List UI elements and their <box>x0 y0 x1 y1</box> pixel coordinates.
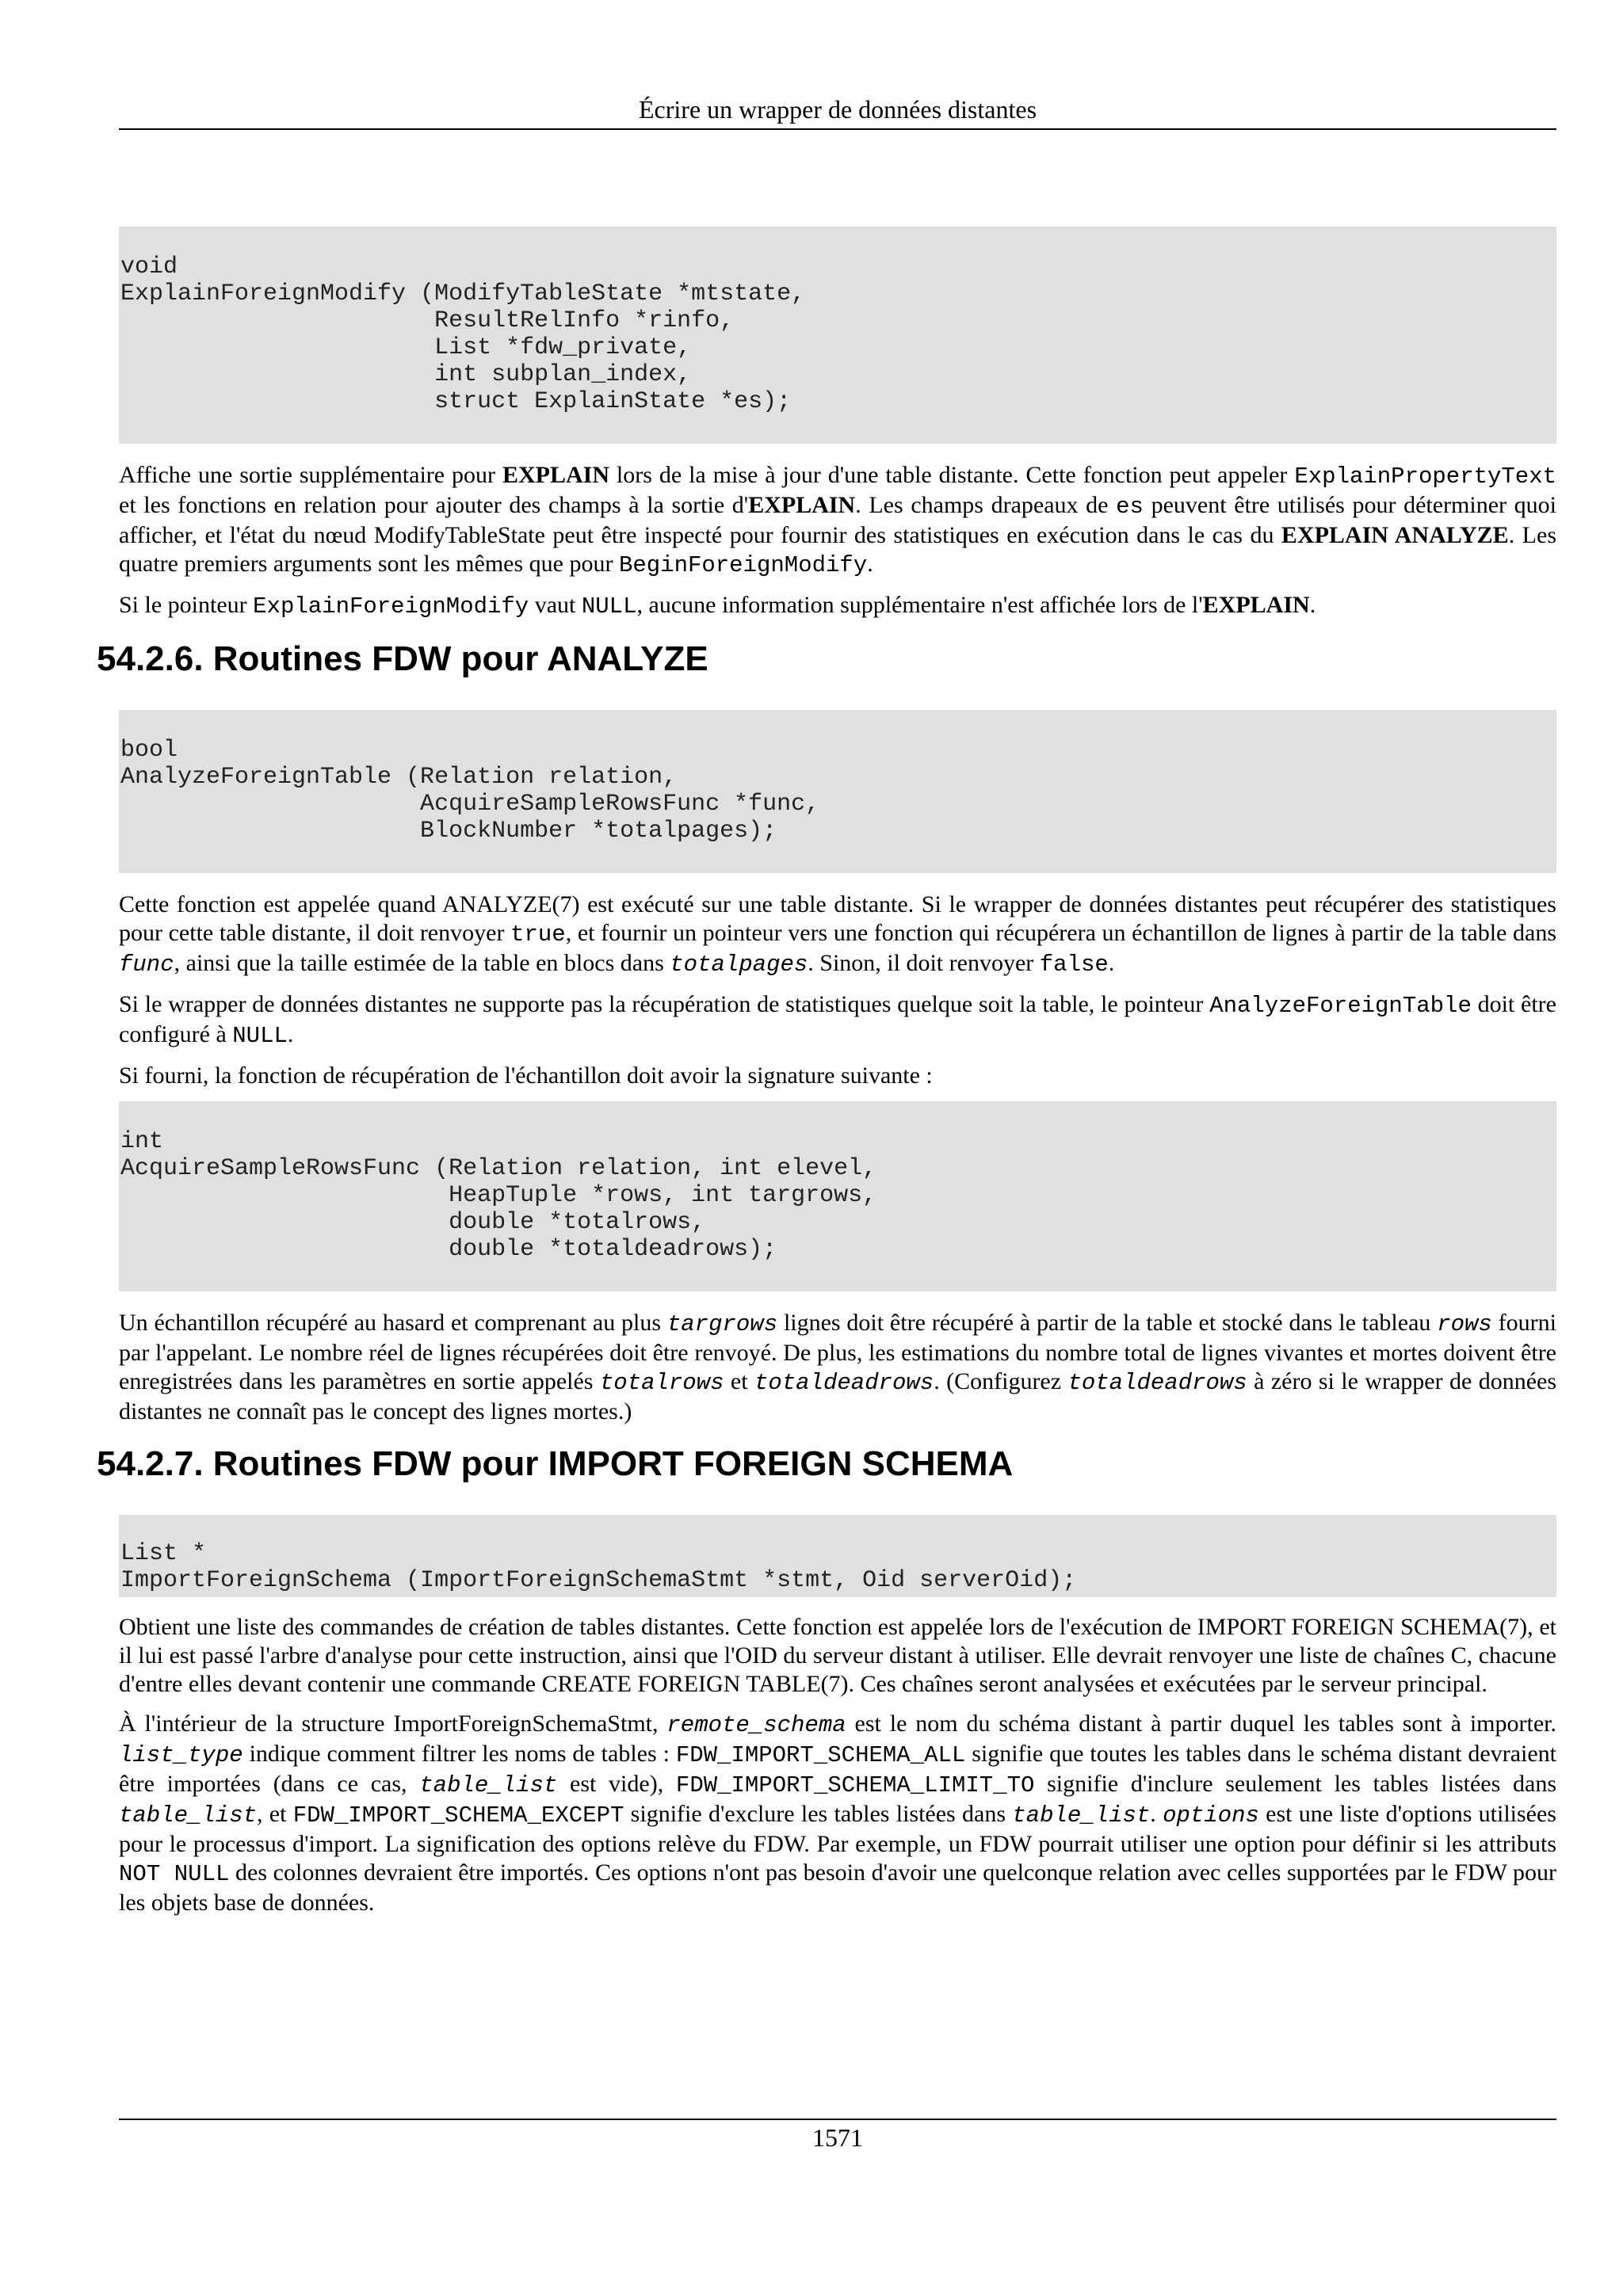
page-number: 1571 <box>812 2123 863 2152</box>
footer-rule <box>119 2119 1556 2120</box>
page-content <box>97 227 1557 1928</box>
paragraph-import-schema-stmt: À l'intérieur de la structure ImportForeignSchemaStmt, remote_schema est le nom du schéma distant à partir duquel les tables sont à importer. list_type indique comment filtrer les noms de tables : FDW_IMPORT_SCHEMA_ALL signifie que toutes les tables dans le schéma distant devraient être importées (dans ce cas, table_list est vide), FDW_IMPORT_SCHEMA_LIMIT_TO signifie d'inclure seulement les tables listées dans table_list, et FDW_IMPORT_SCHEMA_EXCEPT signifie d'exclure les tables listées dans table_list. options est une liste d'options utilisées pour le processus d'import. La signification des options relève du FDW. Par exemple, un FDW pourrait utiliser une option pour définir si les attributs NOT NULL des colonnes devraient être importés. Ces options n'ont pas besoin d'avoir une quelconque relation avec celles supportées par le FDW pour les objets base de données. <box>119 1711 1556 1916</box>
paragraph-sample-rows: Un échantillon récupéré au hasard et comprenant au plus targrows lignes doit être récupéré à partir de la table et stocké dans le tableau rows fourni par l'appelant. Le nombre réel de lignes récupérées doit être renvoyé. De plus, les estimations du nombre total de lignes vivantes et mortes doivent être enregistrées dans les paramètres en sortie appelés totalrows et totaldeadrows. (Configurez totaldeadrows à zéro si le wrapper de données distantes ne connaît pas le concept des lignes mortes.) <box>119 1310 1556 1425</box>
section-heading-analyze: 54.2.6. Routines FDW pour ANALYZE <box>97 639 708 678</box>
paragraph-analyze-null-pointer: Si le wrapper de données distantes ne supporte pas la récupération de statistiques quelque soit la table, le pointeur AnalyzeForeignTable doit être configuré à NULL. <box>119 991 1556 1049</box>
code-block-analyze-foreign-table: bool AnalyzeForeignTable (Relation relation, AcquireSampleRowsFunc *func, BlockNumber *totalpages); <box>119 710 1556 873</box>
document-page <box>97 0 1557 2296</box>
paragraph-sample-signature-intro: Si fourni, la fonction de récupération de l'échantillon doit avoir la signature suivante : <box>119 1062 933 1089</box>
running-header: Écrire un wrapper de données distantes <box>638 95 1037 124</box>
header-rule <box>119 128 1556 130</box>
paragraph-explain-foreign-modify: Affiche une sortie supplémentaire pour EXPLAIN lors de la mise à jour d'une table distante. Cette fonction peut appeler ExplainPropertyText et les fonctions en relation pour ajouter des champs à la sortie d'EXPLAIN. Les champs drapeaux de es peuvent être utilisés pour déterminer quoi afficher, et l'état du nœud ModifyTableState peut être inspecté pour fournir des statistiques en exécution dans le cas du EXPLAIN ANALYZE. Les quatre premiers arguments sont les mêmes que pour BeginForeignModify. <box>119 462 1557 578</box>
code-block-explain-foreign-modify: void ExplainForeignModify (ModifyTableState *mtstate, ResultRelInfo *rinfo, List *fdw_private, int subplan_index, struct ExplainState *es); <box>119 227 1556 444</box>
paragraph-import-foreign-schema: Obtient une liste des commandes de création de tables distantes. Cette fonction est appelée lors de l'exécution de IMPORT FOREIGN SCHEMA(7), et il lui est passé l'arbre d'analyse pour cette instruction, ainsi que l'OID du serveur distant à utiliser. Elle devrait renvoyer une liste de chaînes C, chacune d'entre elles devant contenir une commande CREATE FOREIGN TABLE(7). Ces chaînes seront analysées et exécutées par le serveur principal. <box>119 1614 1556 1697</box>
section-heading-import-foreign-schema: 54.2.7. Routines FDW pour IMPORT FOREIGN SCHEMA <box>97 1444 1014 1483</box>
paragraph-analyze-function: Cette fonction est appelée quand ANALYZE(7) est exécuté sur une table distante. Si le wrapper de données distantes peut récupérer des statistiques pour cette table distante, il doit renvoyer true, et fournir un pointeur vers une fonction qui récupérera un échantillon de lignes à partir de la table dans func, ainsi que la taille estimée de la table en blocs dans totalpages. Sinon, il doit renvoyer false. <box>119 891 1556 978</box>
code-block-acquire-sample-rows: int AcquireSampleRowsFunc (Relation relation, int elevel, HeapTuple *rows, int targrows, double *totalrows, double *totaldeadrows); <box>119 1101 1556 1291</box>
paragraph-explain-null-pointer: Si le pointeur ExplainForeignModify vaut NULL, aucune information supplémentaire n'est affichée lors de l'EXPLAIN. <box>119 592 1316 620</box>
code-block-import-foreign-schema: List * ImportForeignSchema (ImportForeignSchemaStmt *stmt, Oid serverOid); <box>119 1515 1556 1597</box>
